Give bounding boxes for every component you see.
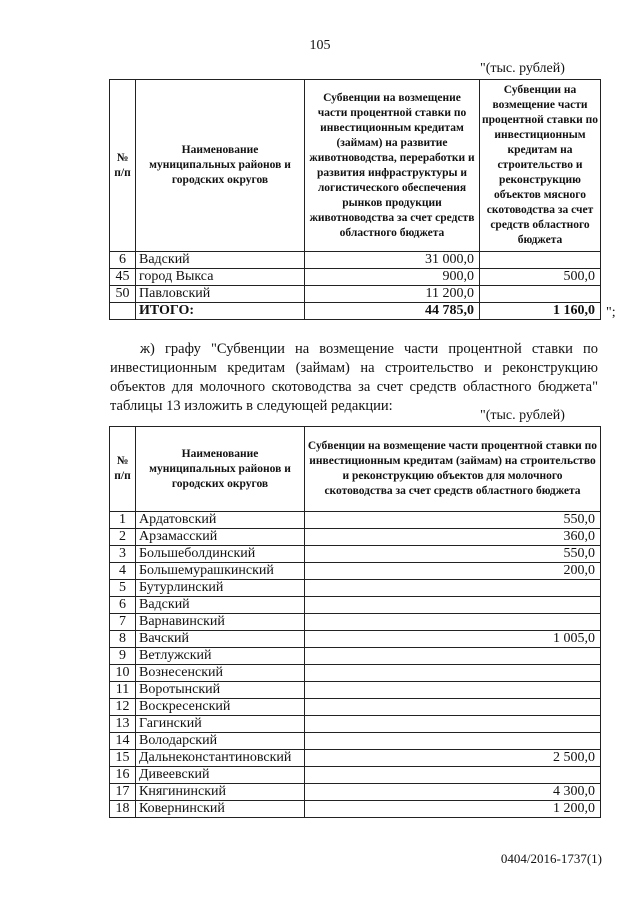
row-value [305, 733, 601, 750]
row-name: Бутурлинский [136, 580, 305, 597]
row-name: Воротынский [136, 682, 305, 699]
header-subsidy-meat: Субвенции на возмещение части процентной ставки по инвестиционным кредитам на строительство и реконструкцию объектов мясного скотоводства за счет средств областного бюджета [480, 80, 601, 252]
row-num: 14 [110, 733, 136, 750]
row-name: Дальнеконстантиновский [136, 750, 305, 767]
document-code: 0404/2016-1737(1) [500, 851, 602, 866]
row-value: 2 500,0 [305, 750, 601, 767]
row-num: 4 [110, 563, 136, 580]
table-row [110, 529, 601, 546]
total-value-1: 44 785,0 [305, 303, 480, 320]
row-num: 16 [110, 767, 136, 784]
table-row [110, 665, 601, 682]
row-num: 1 [110, 512, 136, 529]
page-number: 105 [309, 38, 331, 53]
table1-unit-label: "(тыс. рублей) [480, 61, 565, 76]
amendment-text: ж) графу "Субвенции на возмещение части процентной ставки по инвестиционным кредитам (займам) на строительство и реконструкцию объектов для молочного скотоводства за счет средств областного бюджета" таблицы 13 изложить в следующей редакции: [110, 341, 598, 414]
header-num: № п/п [110, 427, 136, 512]
table-header-row [110, 80, 601, 252]
row-value [305, 716, 601, 733]
table-row [110, 801, 601, 818]
table-row [110, 512, 601, 529]
row-name: Воскресенский [136, 699, 305, 716]
row-name: Арзамасский [136, 529, 305, 546]
row-value [305, 665, 601, 682]
row-name: Варнавинский [136, 614, 305, 631]
row-name: Ардатовский [136, 512, 305, 529]
row-name: Ковернинский [136, 801, 305, 818]
table-row [110, 716, 601, 733]
row-num: 3 [110, 546, 136, 563]
table-row [110, 614, 601, 631]
row-num: 6 [110, 597, 136, 614]
table-row [110, 597, 601, 614]
total-value-2: 1 160,0 [480, 303, 601, 320]
row-num: 11 [110, 682, 136, 699]
table-row [110, 631, 601, 648]
row-value: 1 005,0 [305, 631, 601, 648]
row-value [305, 767, 601, 784]
row-name: Ветлужский [136, 648, 305, 665]
table-row [110, 580, 601, 597]
row-value [305, 580, 601, 597]
header-subsidy-dairy: Субвенции на возмещение части процентной ставки по инвестиционным кредитам (займам) на строительство и реконструкцию объектов для молочного скотоводства за счет средств областного бюджета [305, 427, 601, 512]
row-num: 18 [110, 801, 136, 818]
row-name: Большеболдинский [136, 546, 305, 563]
amendment-paragraph [110, 340, 598, 416]
table-row [110, 286, 601, 303]
row-name: Вадский [136, 252, 305, 269]
row-value [305, 682, 601, 699]
row-name: Большемурашкинский [136, 563, 305, 580]
row-name: Вадский [136, 597, 305, 614]
row-num: 9 [110, 648, 136, 665]
row-value: 200,0 [305, 563, 601, 580]
table-row [110, 699, 601, 716]
row-num: 2 [110, 529, 136, 546]
row-value [305, 597, 601, 614]
table-row [110, 546, 601, 563]
header-name: Наименование муниципальных районов и городских округов [136, 427, 305, 512]
table-row [110, 750, 601, 767]
row-value [305, 699, 601, 716]
table-row [110, 269, 601, 286]
table-row [110, 784, 601, 801]
row-value: 1 200,0 [305, 801, 601, 818]
row-value-1: 900,0 [305, 269, 480, 286]
table-row [110, 563, 601, 580]
row-name: Вознесенский [136, 665, 305, 682]
total-label: ИТОГО: [136, 303, 305, 320]
row-num: 50 [110, 286, 136, 303]
subsidy-table-2 [109, 426, 601, 818]
row-value: 550,0 [305, 512, 601, 529]
row-value-2 [480, 252, 601, 269]
subsidy-table-1 [109, 79, 601, 320]
total-row [110, 303, 601, 320]
row-num: 8 [110, 631, 136, 648]
row-name: Вачский [136, 631, 305, 648]
row-num: 13 [110, 716, 136, 733]
row-num: 5 [110, 580, 136, 597]
row-name: город Выкса [136, 269, 305, 286]
table2-unit-label: "(тыс. рублей) [480, 408, 565, 423]
row-num: 15 [110, 750, 136, 767]
table-row [110, 648, 601, 665]
row-value: 360,0 [305, 529, 601, 546]
row-value-2: 500,0 [480, 269, 601, 286]
row-name: Княгининский [136, 784, 305, 801]
table1-closing-quote: "; [606, 305, 616, 320]
header-name: Наименование муниципальных районов и городских округов [136, 80, 305, 252]
row-value [305, 614, 601, 631]
row-value: 4 300,0 [305, 784, 601, 801]
row-num: 12 [110, 699, 136, 716]
row-num: 10 [110, 665, 136, 682]
row-num: 17 [110, 784, 136, 801]
row-value-1: 31 000,0 [305, 252, 480, 269]
row-value: 550,0 [305, 546, 601, 563]
row-name: Дивеевский [136, 767, 305, 784]
row-name: Володарский [136, 733, 305, 750]
row-num: 6 [110, 252, 136, 269]
row-value [305, 648, 601, 665]
table-row [110, 252, 601, 269]
row-name: Павловский [136, 286, 305, 303]
row-name: Гагинский [136, 716, 305, 733]
table-header-row [110, 427, 601, 512]
row-value-1: 11 200,0 [305, 286, 480, 303]
header-subsidy-livestock: Субвенции на возмещение части процентной ставки по инвестиционным кредитам (займам) на развитие животноводства, переработки и развития инфраструктуры и логистического обеспечения рынков продукции животноводства за счет средств областного бюджета [305, 80, 480, 252]
row-num: 7 [110, 614, 136, 631]
row-num: 45 [110, 269, 136, 286]
table-row [110, 733, 601, 750]
table-row [110, 682, 601, 699]
table-row [110, 767, 601, 784]
header-num: № п/п [110, 80, 136, 252]
row-value-2 [480, 286, 601, 303]
